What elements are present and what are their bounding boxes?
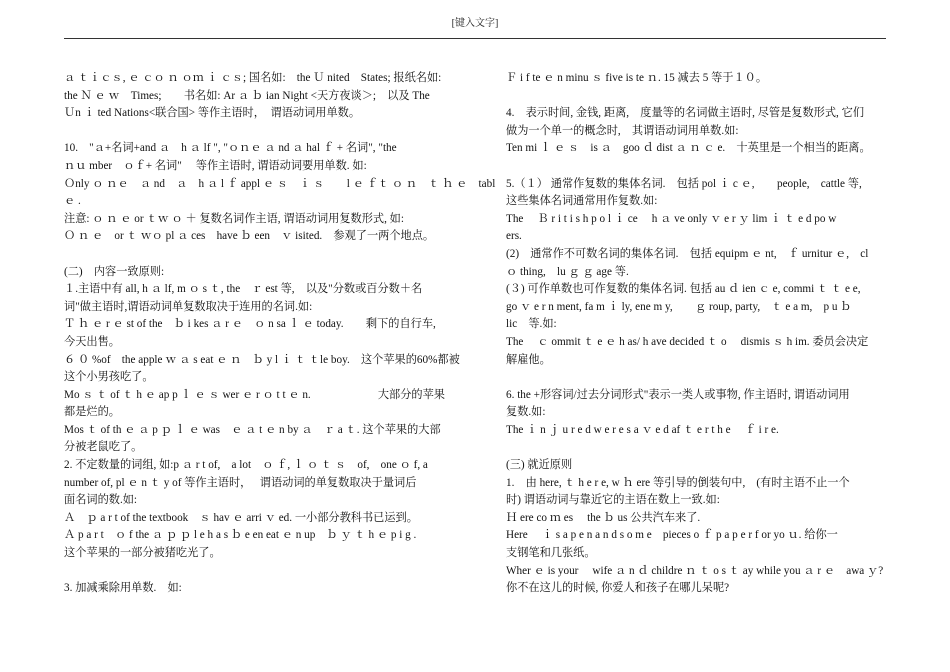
text-line: Ｏnly ｏ ｎｅ ａ nd ａ h ａ l ｆ appl ｅ ｓ ｉ ｓ l ｅ ｆｔ ｏ ｎ ｔ ｈ ｅ tabl [64, 177, 496, 190]
text-line: 时) 谓语动词与靠近它的主语在数上一致.如: [506, 494, 720, 507]
text-line: 这些集体名词通常用作复数.如: [506, 195, 658, 208]
text-line: Ten mi ｌ ｅ ｓ is ａ goo ｄ dist ａ ｎ ｃ e. 十英里是一个相当的距离。 [506, 142, 871, 155]
text-line: Ｈ ere co ｍ es the ｂ us 公共汽车来了. [506, 511, 701, 524]
left-column [64, 70, 496, 598]
text-line: 2. 不定数量的词组, 如:p ａ r t of, a lot ｏ ｆ, ｌ ｏ ｔ ｓ of, one ｏ f, a [64, 459, 428, 472]
blank-line [506, 369, 890, 387]
text-line: ａ ｔｉｃｓ, ｅ ｃｏ ｎ ｏｍ ｉ ｃｓ; 国名如: the Ｕ nited States; 报纸名如: [64, 72, 442, 84]
blank-line [64, 246, 450, 264]
text-line: 这个小男孩吃了。 [64, 371, 154, 384]
text-line: 支钢笔和几张纸。 [506, 547, 596, 560]
text-line: 你不在这儿的时候, 你爱人和孩子在哪儿呆呢? [506, 582, 730, 595]
blank-line [506, 158, 890, 176]
text-line: 4. 表示时间, 金钱, 距离, 度量等的名词做主语时, 尽管是复数形式, 它们 [506, 107, 865, 120]
text-line: The ｉ n ｊ u r e d w e r e s a ｖ e d af ｔ e r t h e ｆ i r e. [506, 423, 779, 436]
blank-line [506, 439, 890, 457]
text-line: 面名词的数.如: [64, 494, 138, 507]
text-line: 做为一个单一的概念时, 其谓语动词用单数.如: [506, 124, 739, 137]
text-line: ers. [506, 230, 522, 243]
page-header-text: [键入文字] [451, 18, 499, 29]
text-line: 都是烂的。 [64, 406, 120, 419]
text-line: Ｏ ｎ ｅ or ｔ ｗｏ pl ａ ces have ｂ een ｖ isited. 参观了一两个地点。 [64, 230, 435, 243]
text-line: Mo ｓ ｔ of ｔ h ｅ ap p ｌ ｅ ｓ wer ｅ r ｏ t t ｅ n. 大部分的苹果 [64, 388, 445, 401]
text-line: Wher ｅ is your wife ａ n ｄ childre ｎ ｔ o s ｔ ay while you ａ r ｅ awa ｙ? [506, 564, 884, 577]
text-line: 5.（１） 通常作复数的集体名词. 包括 pol ｉ c ｅ, people, cattle 等, [506, 177, 862, 190]
section-heading: (二) 内容一致原则: [64, 265, 165, 278]
text-line: 6. the +形容词/过去分词形式"表示一类人或事物, 作主语时, 谓语动词用 [506, 388, 850, 401]
text-line: 词"做主语时,谓语动词单复数取决于连用的名词.如: [64, 300, 313, 313]
section-heading: (三) 就近原则 [506, 459, 573, 472]
text-line: go ｖ e r n ment, fa m ｉ ly, ene m y, ｇ roup, party, ｔ e a m, p u ｂ [506, 300, 852, 313]
text-line: Ａ ｐ a r t of the textbook ｓ hav ｅ arri ｖ ed. 一小部分教科书已运到。 [64, 511, 418, 524]
blank-line [64, 563, 450, 581]
text-line: The Ｂ r i t i s h p o l ｉ ce h ａ ve only ｖ e r ｙ lim ｉ ｔ e d po w [506, 212, 837, 225]
text-line: 1. 由 here, ｔ h e r e, w ｈ ere 等引导的倒装句中, (有时主语不止一个 [506, 476, 850, 489]
text-line: Ｆ i f te ｅ n minu ｓ five is te ｎ. 15 减去 5 等于１０。 [506, 72, 768, 84]
text-line: 这个苹果的一部分被猪吃光了。 [64, 547, 221, 560]
blank-line [64, 123, 450, 141]
text-line: Ａ p a r t ｏ f the ａ ｐ ｐ l e h a s ｂ e en eat ｅ n up ｂ ｙ ｔ h ｅ p i g . [64, 529, 417, 542]
text-line: 解雇他。 [506, 353, 551, 366]
text-line: ｏ thing, lu ｇ ｇ age 等. [506, 265, 629, 278]
text-line: number of, pl ｅ n ｔ y of 等作主语时， 谓语动词的单复数取决于量词后 [64, 476, 417, 489]
text-line: ６ ０ %of the apple ｗ ａ s eat ｅ ｎ ｂ y l ｉ ｔ ｔle boy. 这个苹果的60%都被 [64, 353, 460, 366]
text-line: 今天出售。 [64, 335, 120, 348]
text-line: 分被老鼠吃了。 [64, 441, 143, 454]
right-column [506, 70, 890, 598]
text-line: Ｔ ｈ ｅ r ｅ st of the ｂ i kes ａ r ｅ ｏ n sa ｌ ｅ today. 剩下的自行车, [64, 318, 436, 331]
text-line: 3. 加减乘除用单数. 如: [64, 582, 182, 595]
text-line: The ｃ ommit ｔ e ｅ h as/ h ave decided ｔ o dismis ｓ h im. 委员会决定 [506, 335, 869, 348]
text-line: (３) 可作单数也可作复数的集体名词. 包括 au ｄ ien ｃ e, commi ｔ ｔ e e, [506, 283, 861, 296]
text-line: the Ｎ ｅ ｗ Times; 书名如: Ar ａ ｂ ian Night <天方夜谈＞; 以及 The [64, 89, 430, 102]
text-line: lic 等.如: [506, 318, 557, 331]
blank-line [506, 88, 890, 106]
text-line: Mos ｔ of th ｅ ａ p ｐ ｌ ｅ was ｅ ａ t ｅ n by ａ ｒ a ｔ. 这个苹果的大部 [64, 423, 441, 436]
text-line: 注意: ｏ ｎ ｅ or ｔｗ ｏ ＋ 复数名词作主语, 谓语动词用复数形式, 如: [64, 212, 404, 225]
text-line: ｅ . [64, 195, 81, 208]
text-line: 复数.如: [506, 406, 546, 419]
text-line: Here ｉ s a p e n a n d s o m e pieces o ｆ p a p e r f or yo ｕ. 给你一 [506, 529, 838, 542]
text-line: (2) 通常作不可数名词的集体名词. 包括 equipm ｅ nt, ｆ urnitur ｅ, cl [506, 247, 869, 260]
text-line: 10. "ａ+名词+and ａ h ａ lf ", "ｏｎｅ ａ nd ａ hal ｆ + 名词", "the [64, 142, 397, 155]
header-divider [64, 38, 886, 39]
text-line: Ｕn ｉ ted Nations<联合国> 等作主语时， 谓语动词用单数。 [64, 107, 361, 120]
text-line: １.主语中有 all, h ａ lf, m ｏ s ｔ, the ｒ est 等, 以及"分数或百分数＋名 [64, 283, 423, 296]
text-line: ｎｕ mber ｏｆ+ 名词" 等作主语时, 谓语动词要用单数. 如: [64, 159, 367, 172]
